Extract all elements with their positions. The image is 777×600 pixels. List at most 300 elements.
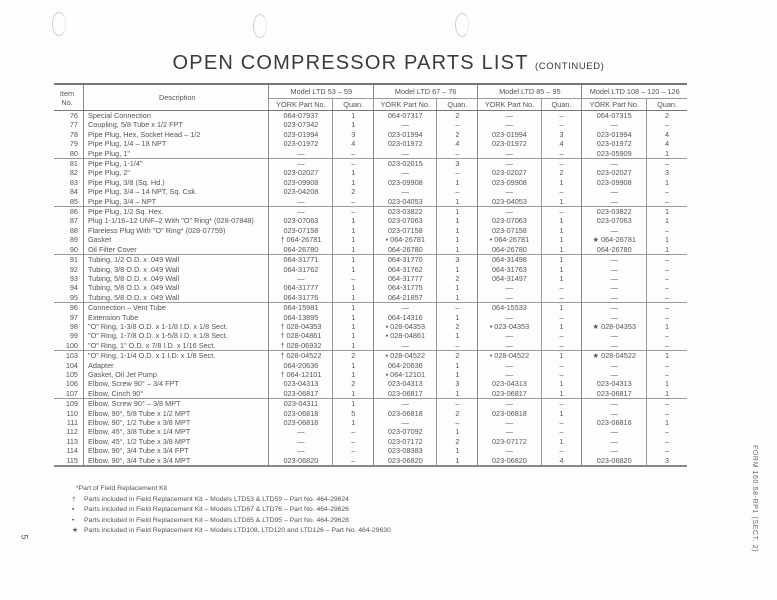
header-quan: Quan. — [541, 99, 582, 111]
york-part-no: 064-31771 — [269, 255, 333, 265]
item-no: 99 — [69, 331, 78, 341]
quantity: 1 — [437, 207, 478, 217]
quantity: 1 — [647, 178, 687, 187]
quantity: – — [647, 361, 687, 370]
quantity: 1 — [541, 322, 582, 331]
description: Pipe Plug, 3/4 – 14 NPT, Sq. Csk. — [84, 187, 269, 196]
york-part-no: • 064-26781 — [478, 235, 541, 244]
york-part-no: † 028-04861 — [269, 331, 333, 340]
quantity: 2 — [333, 379, 374, 388]
quantity: – — [541, 370, 582, 379]
description: Gasket, Oil Jet Pump — [84, 370, 269, 379]
quantity: 3 — [647, 168, 687, 177]
quantity: – — [541, 149, 582, 159]
york-part-no: — — [478, 361, 541, 370]
quantity: – — [647, 226, 687, 235]
york-part-no: — — [582, 361, 647, 370]
quantity: 1 — [437, 293, 478, 303]
york-part-no: 023-06817 — [582, 389, 647, 399]
york-part-no: 023-02027 — [269, 168, 333, 177]
york-part-no: ★ 028-04522 — [582, 351, 647, 361]
quantity: – — [647, 303, 687, 313]
table-row — [54, 427, 687, 436]
quantity: – — [541, 361, 582, 370]
quantity: – — [647, 341, 687, 351]
header-part-no: YORK Part No. — [374, 99, 437, 111]
footnote — [72, 505, 391, 516]
york-part-no: — — [582, 427, 647, 436]
quantity: 1 — [333, 216, 374, 225]
york-part-no: 023-07172 — [374, 437, 437, 446]
york-part-no: — — [478, 293, 541, 303]
york-part-no: — — [478, 120, 541, 129]
quantity: 1 — [333, 111, 374, 121]
footnote — [72, 495, 391, 506]
york-part-no: ▪ 064-12101 — [374, 370, 437, 379]
item-no: 86 — [54, 207, 84, 217]
table-row — [54, 331, 687, 340]
york-part-no: — — [582, 370, 647, 379]
item-no: 91 — [54, 255, 84, 265]
quantity: – — [647, 120, 687, 129]
description: Extension Tube — [84, 313, 269, 322]
york-part-no: 023-07063 — [374, 216, 437, 225]
quantity: 1 — [437, 456, 478, 466]
quantity: – — [541, 207, 582, 217]
quantity: 1 — [333, 168, 374, 177]
york-part-no: — — [582, 331, 647, 340]
table-row — [54, 226, 687, 235]
quantity: – — [647, 293, 687, 303]
description: Tubing, 1/2 O.D. x .049 Wall — [84, 255, 269, 265]
quantity: 1 — [437, 313, 478, 322]
quantity: 2 — [437, 437, 478, 446]
york-part-no: 023-06818 — [269, 409, 333, 418]
quantity: – — [647, 331, 687, 340]
york-part-no: 023-02027 — [478, 168, 541, 177]
item-no: 106 — [65, 379, 78, 389]
york-part-no: — — [582, 274, 647, 283]
header-part-no: YORK Part No. — [269, 99, 333, 111]
quantity: 1 — [647, 149, 687, 159]
description: Pipe Plug, 2" — [84, 168, 269, 177]
table-row — [54, 265, 687, 274]
quantity: – — [437, 341, 478, 351]
quantity: 1 — [333, 399, 374, 409]
quantity: 3 — [541, 130, 582, 139]
footnote-marker-icon: † — [72, 495, 76, 503]
quantity: – — [647, 370, 687, 379]
york-part-no: 023-06820 — [374, 456, 437, 466]
item-no: 100 — [65, 340, 78, 350]
form-number: FORM 160.58-RP1 (SECT. 2) — [751, 445, 758, 553]
quantity: – — [541, 418, 582, 427]
footnote — [72, 526, 391, 537]
york-part-no: — — [478, 149, 541, 159]
item-no: 82 — [69, 168, 78, 178]
quantity: – — [541, 341, 582, 351]
quantity: – — [437, 149, 478, 159]
york-part-no: — — [582, 120, 647, 129]
footnote-marker-icon: ★ — [72, 527, 79, 534]
table-row — [54, 130, 687, 139]
quantity: 1 — [437, 178, 478, 187]
quantity: – — [437, 399, 478, 409]
item-no: 90 — [69, 244, 78, 254]
york-part-no: • 023-04353 — [478, 322, 541, 331]
binder-hole-center — [253, 14, 267, 38]
item-no: 109 — [54, 399, 84, 409]
quantity: 2 — [333, 351, 374, 361]
york-part-no: 064-31762 — [374, 265, 437, 274]
york-part-no: — — [582, 341, 647, 351]
header-model-ltd108-126: Model LTD 108 – 120 – 126 — [582, 84, 687, 99]
york-part-no: 064-31498 — [478, 255, 541, 265]
york-part-no: 023-06817 — [478, 389, 541, 399]
item-no: 88 — [69, 225, 78, 235]
quantity: 4 — [647, 139, 687, 148]
quantity: 2 — [333, 187, 374, 196]
quantity: – — [541, 187, 582, 196]
quantity: 1 — [541, 216, 582, 225]
quantity: 1 — [333, 235, 374, 244]
york-part-no: 023-06820 — [478, 456, 541, 466]
york-part-no: — — [582, 197, 647, 207]
quantity: 1 — [437, 197, 478, 207]
york-part-no: 023-07063 — [269, 216, 333, 225]
table-row — [54, 437, 687, 446]
description: Elbow, Cinch 90° — [84, 389, 269, 399]
description: Flareless Plug With "O" Ring* (028-07759) — [84, 226, 269, 235]
quantity: – — [541, 111, 582, 121]
quantity: 3 — [437, 379, 478, 388]
quantity: 1 — [647, 235, 687, 244]
york-part-no: 023-07092 — [374, 427, 437, 436]
quantity: – — [333, 207, 374, 217]
york-part-no: 023-01972 — [269, 139, 333, 148]
york-part-no: — — [582, 159, 647, 169]
title-main: OPEN COMPRESSOR PARTS LIST — [172, 52, 529, 74]
quantity: – — [541, 283, 582, 292]
binder-hole-right — [455, 13, 469, 37]
quantity: 2 — [437, 351, 478, 361]
header-model-ltd85-95: Model LTD 85 – 95 — [478, 84, 582, 99]
quantity: 1 — [437, 446, 478, 455]
quantity: 1 — [333, 283, 374, 292]
quantity: – — [647, 437, 687, 446]
quantity: 1 — [541, 245, 582, 255]
york-part-no: — — [374, 399, 437, 409]
quantity: 4 — [333, 139, 374, 148]
item-no: 87 — [69, 216, 78, 226]
york-part-no: 064-26780 — [269, 245, 333, 255]
item-no: 98 — [69, 321, 78, 331]
quantity: 1 — [333, 303, 374, 313]
york-part-no: — — [582, 293, 647, 303]
york-part-no: 023-06816 — [269, 418, 333, 427]
york-part-no: 023-06820 — [582, 456, 647, 466]
quantity: 1 — [437, 245, 478, 255]
york-part-no: — — [269, 274, 333, 283]
york-part-no: — — [374, 303, 437, 313]
york-part-no: 064-13895 — [269, 313, 333, 322]
york-part-no: — — [478, 283, 541, 292]
item-no: 105 — [65, 369, 78, 379]
quantity: 1 — [437, 331, 478, 340]
quantity: – — [333, 456, 374, 466]
quantity: 1 — [541, 409, 582, 418]
description: "O" Ring, 1-7/8 O.D. x 1-5/8 I.D. x 1/8 Sect. — [84, 331, 269, 340]
quantity: 1 — [437, 389, 478, 399]
york-part-no: — — [582, 283, 647, 292]
description: Oil Filter Cover — [84, 245, 269, 255]
quantity: 1 — [541, 379, 582, 388]
quantity: – — [333, 446, 374, 455]
quantity: 2 — [437, 409, 478, 418]
york-part-no: 023-06820 — [269, 456, 333, 466]
quantity: 3 — [437, 255, 478, 265]
quantity: 1 — [541, 389, 582, 399]
quantity: – — [647, 427, 687, 436]
york-part-no: 023-09908 — [478, 178, 541, 187]
quantity: – — [437, 168, 478, 177]
title-continued: (CONTINUED) — [535, 61, 605, 72]
quantity: 1 — [437, 370, 478, 379]
description: Tubing, 5/8 O.D. x .049 Wall — [84, 274, 269, 283]
york-part-no: 023-04313 — [478, 379, 541, 388]
header-part-no: YORK Part No. — [478, 99, 541, 111]
quantity: 1 — [541, 178, 582, 187]
quantity: 1 — [541, 255, 582, 265]
york-part-no: — — [478, 313, 541, 322]
item-no: 97 — [69, 312, 78, 322]
york-part-no: 023-07063 — [582, 216, 647, 225]
quantity: 1 — [333, 389, 374, 399]
york-part-no: 023-07158 — [374, 226, 437, 235]
table-row — [54, 159, 687, 169]
quantity: – — [333, 427, 374, 436]
description: Elbow, 45°, 1/2 Tube x 3/8 MPT — [84, 437, 269, 446]
york-part-no: 064-26780 — [374, 245, 437, 255]
quantity: 1 — [541, 274, 582, 283]
quantity: 3 — [333, 130, 374, 139]
quantity: 3 — [437, 159, 478, 169]
quantity: 2 — [541, 168, 582, 177]
york-part-no: — — [478, 111, 541, 121]
quantity: – — [541, 120, 582, 129]
york-part-no: — — [478, 159, 541, 169]
table-row — [54, 235, 687, 244]
description: Tubing, 5/8 O.D. x .049 Wall — [84, 283, 269, 292]
york-part-no: — — [374, 168, 437, 177]
quantity: 2 — [437, 111, 478, 121]
york-part-no: 064-31762 — [269, 265, 333, 274]
york-part-no: — — [478, 446, 541, 455]
quantity: 1 — [333, 341, 374, 351]
description: "O" Ring, 1-3/8 O.D. x 1-1/8 I.D. x 1/8 Sect. — [84, 322, 269, 331]
york-part-no: 064-15981 — [269, 303, 333, 313]
description: Elbow, 45°, 3/8 Tube x 1/4 MPT — [84, 427, 269, 436]
item-no: 96 — [54, 303, 84, 313]
quantity: – — [541, 331, 582, 340]
york-part-no: 023-07063 — [478, 216, 541, 225]
york-part-no: 064-14316 — [374, 313, 437, 322]
item-no: 77 — [69, 120, 78, 130]
york-part-no: 023-09908 — [582, 178, 647, 187]
york-part-no: 023-06817 — [374, 389, 437, 399]
york-part-no: 023-02027 — [582, 168, 647, 177]
york-part-no: — — [374, 418, 437, 427]
york-part-no: — — [478, 418, 541, 427]
quantity: 4 — [541, 139, 582, 148]
table-row — [54, 207, 687, 217]
quantity: 1 — [333, 370, 374, 379]
quantity: – — [647, 313, 687, 322]
quantity: 1 — [647, 418, 687, 427]
quantity: 2 — [437, 130, 478, 139]
quantity: 1 — [333, 331, 374, 340]
york-part-no: 023-07172 — [478, 437, 541, 446]
york-part-no: † 064-12101 — [269, 370, 333, 379]
table-row — [54, 399, 687, 409]
quantity: 1 — [333, 255, 374, 265]
item-no: 79 — [69, 139, 78, 149]
footnote-text: *Part of Field Replacement Kit — [76, 485, 168, 492]
quantity: – — [647, 197, 687, 207]
item-no: 114 — [66, 446, 78, 456]
table-row — [54, 313, 687, 322]
item-no: 83 — [69, 177, 78, 187]
description: Elbow, 90°, 3/4 Tube x 3/4 FPT — [84, 446, 269, 455]
york-part-no: — — [582, 255, 647, 265]
york-part-no: — — [582, 265, 647, 274]
quantity: – — [333, 197, 374, 207]
quantity: 1 — [541, 226, 582, 235]
york-part-no: 023-03822 — [374, 207, 437, 217]
york-part-no: 023-01994 — [269, 130, 333, 139]
quantity: – — [333, 437, 374, 446]
quantity: 1 — [333, 245, 374, 255]
quantity: – — [333, 274, 374, 283]
york-part-no: 023-09908 — [269, 178, 333, 187]
page-title — [0, 52, 777, 75]
quantity: 1 — [333, 418, 374, 427]
description: Pipe Plug, 1-1/4" — [84, 159, 269, 169]
york-part-no: 023-04311 — [269, 399, 333, 409]
table-row — [54, 187, 687, 196]
quantity: 1 — [541, 235, 582, 244]
quantity: – — [437, 418, 478, 427]
item-no: 113 — [66, 436, 78, 446]
description: Tubing, 3/8 O.D. x .049 Wall — [84, 265, 269, 274]
table-row — [54, 216, 687, 225]
york-part-no: 064-31763 — [478, 265, 541, 274]
table-row — [54, 446, 687, 455]
york-part-no: — — [374, 341, 437, 351]
page-number: 5 — [19, 534, 30, 540]
york-part-no: ▪ 028-04861 — [374, 331, 437, 340]
description: Pipe Plug, 1/4 – 18 NPT — [84, 139, 269, 148]
quantity: 1 — [647, 245, 687, 255]
york-part-no: — — [582, 313, 647, 322]
quantity: – — [647, 283, 687, 292]
quantity: 1 — [333, 265, 374, 274]
york-part-no: † 028-04522 — [269, 351, 333, 361]
york-part-no: † 064-26781 — [269, 235, 333, 244]
york-part-no: ▪ 028-04353 — [374, 322, 437, 331]
quantity: 1 — [333, 226, 374, 235]
header-quan: Quan. — [647, 99, 687, 111]
york-part-no: — — [582, 226, 647, 235]
quantity: 1 — [541, 265, 582, 274]
york-part-no: 023-01994 — [478, 130, 541, 139]
quantity: 4 — [647, 130, 687, 139]
york-part-no: — — [478, 207, 541, 217]
quantity: 1 — [647, 379, 687, 388]
york-part-no: 064-26780 — [478, 245, 541, 255]
quantity: – — [333, 159, 374, 169]
table-row — [54, 389, 687, 399]
quantity: – — [541, 159, 582, 169]
york-part-no: 064-31497 — [478, 274, 541, 283]
item-no: 85 — [69, 196, 78, 206]
quantity: – — [647, 399, 687, 409]
description: Pipe Plug, 1" — [84, 149, 269, 159]
table-row — [54, 149, 687, 159]
york-part-no: 064-07315 — [582, 111, 647, 121]
quantity: – — [437, 303, 478, 313]
quantity: 2 — [647, 111, 687, 121]
york-part-no: 023-07158 — [269, 226, 333, 235]
quantity: – — [541, 293, 582, 303]
description: Special Connection — [84, 111, 269, 121]
york-part-no: 023-06817 — [269, 389, 333, 399]
york-part-no: — — [582, 303, 647, 313]
york-part-no: 064-07937 — [269, 111, 333, 121]
quantity: – — [333, 149, 374, 159]
item-no: 78 — [69, 129, 78, 139]
description: Elbow, Screw 90° – 3/4 FPT — [84, 379, 269, 388]
york-part-no: — — [582, 409, 647, 418]
quantity: 1 — [333, 178, 374, 187]
quantity: 1 — [437, 235, 478, 244]
table-row — [54, 379, 687, 388]
footnote-marker-icon: ▪ — [72, 506, 75, 513]
description: Elbow, 90°, 3/4 Tube x 3/4 MPT — [84, 456, 269, 466]
header-model-ltd67-76: Model LTD 67 – 76 — [374, 84, 478, 99]
quantity: 1 — [647, 322, 687, 331]
york-part-no: 023-07342 — [269, 120, 333, 129]
description: "O" Ring, 1-1/4 O.D. x 1 I.D. x 1/8 Sect. — [84, 351, 269, 361]
footnote-text: Parts included in Field Replacement Kit – Models LTD85 & LTD95 – Part No. 464-29628 — [84, 516, 349, 524]
york-part-no: 064-15533 — [478, 303, 541, 313]
table-row — [54, 293, 687, 303]
quantity: – — [437, 187, 478, 196]
york-part-no: ▪ 028-04522 — [374, 351, 437, 361]
footnotes — [72, 484, 391, 537]
item-no: 107 — [65, 388, 78, 398]
york-part-no: 064-31776 — [269, 293, 333, 303]
item-no: 115 — [54, 456, 84, 466]
york-part-no: — — [269, 207, 333, 217]
york-part-no: — — [478, 399, 541, 409]
footnote — [72, 516, 391, 527]
description: "O" Ring, 1" O.D. x 7/8 I.D. x 1/16 Sect. — [84, 341, 269, 351]
quantity: 4 — [541, 456, 582, 466]
table-row — [54, 111, 687, 121]
york-part-no: ★ 064-26781 — [582, 235, 647, 244]
york-part-no: † 028-06932 — [269, 341, 333, 351]
